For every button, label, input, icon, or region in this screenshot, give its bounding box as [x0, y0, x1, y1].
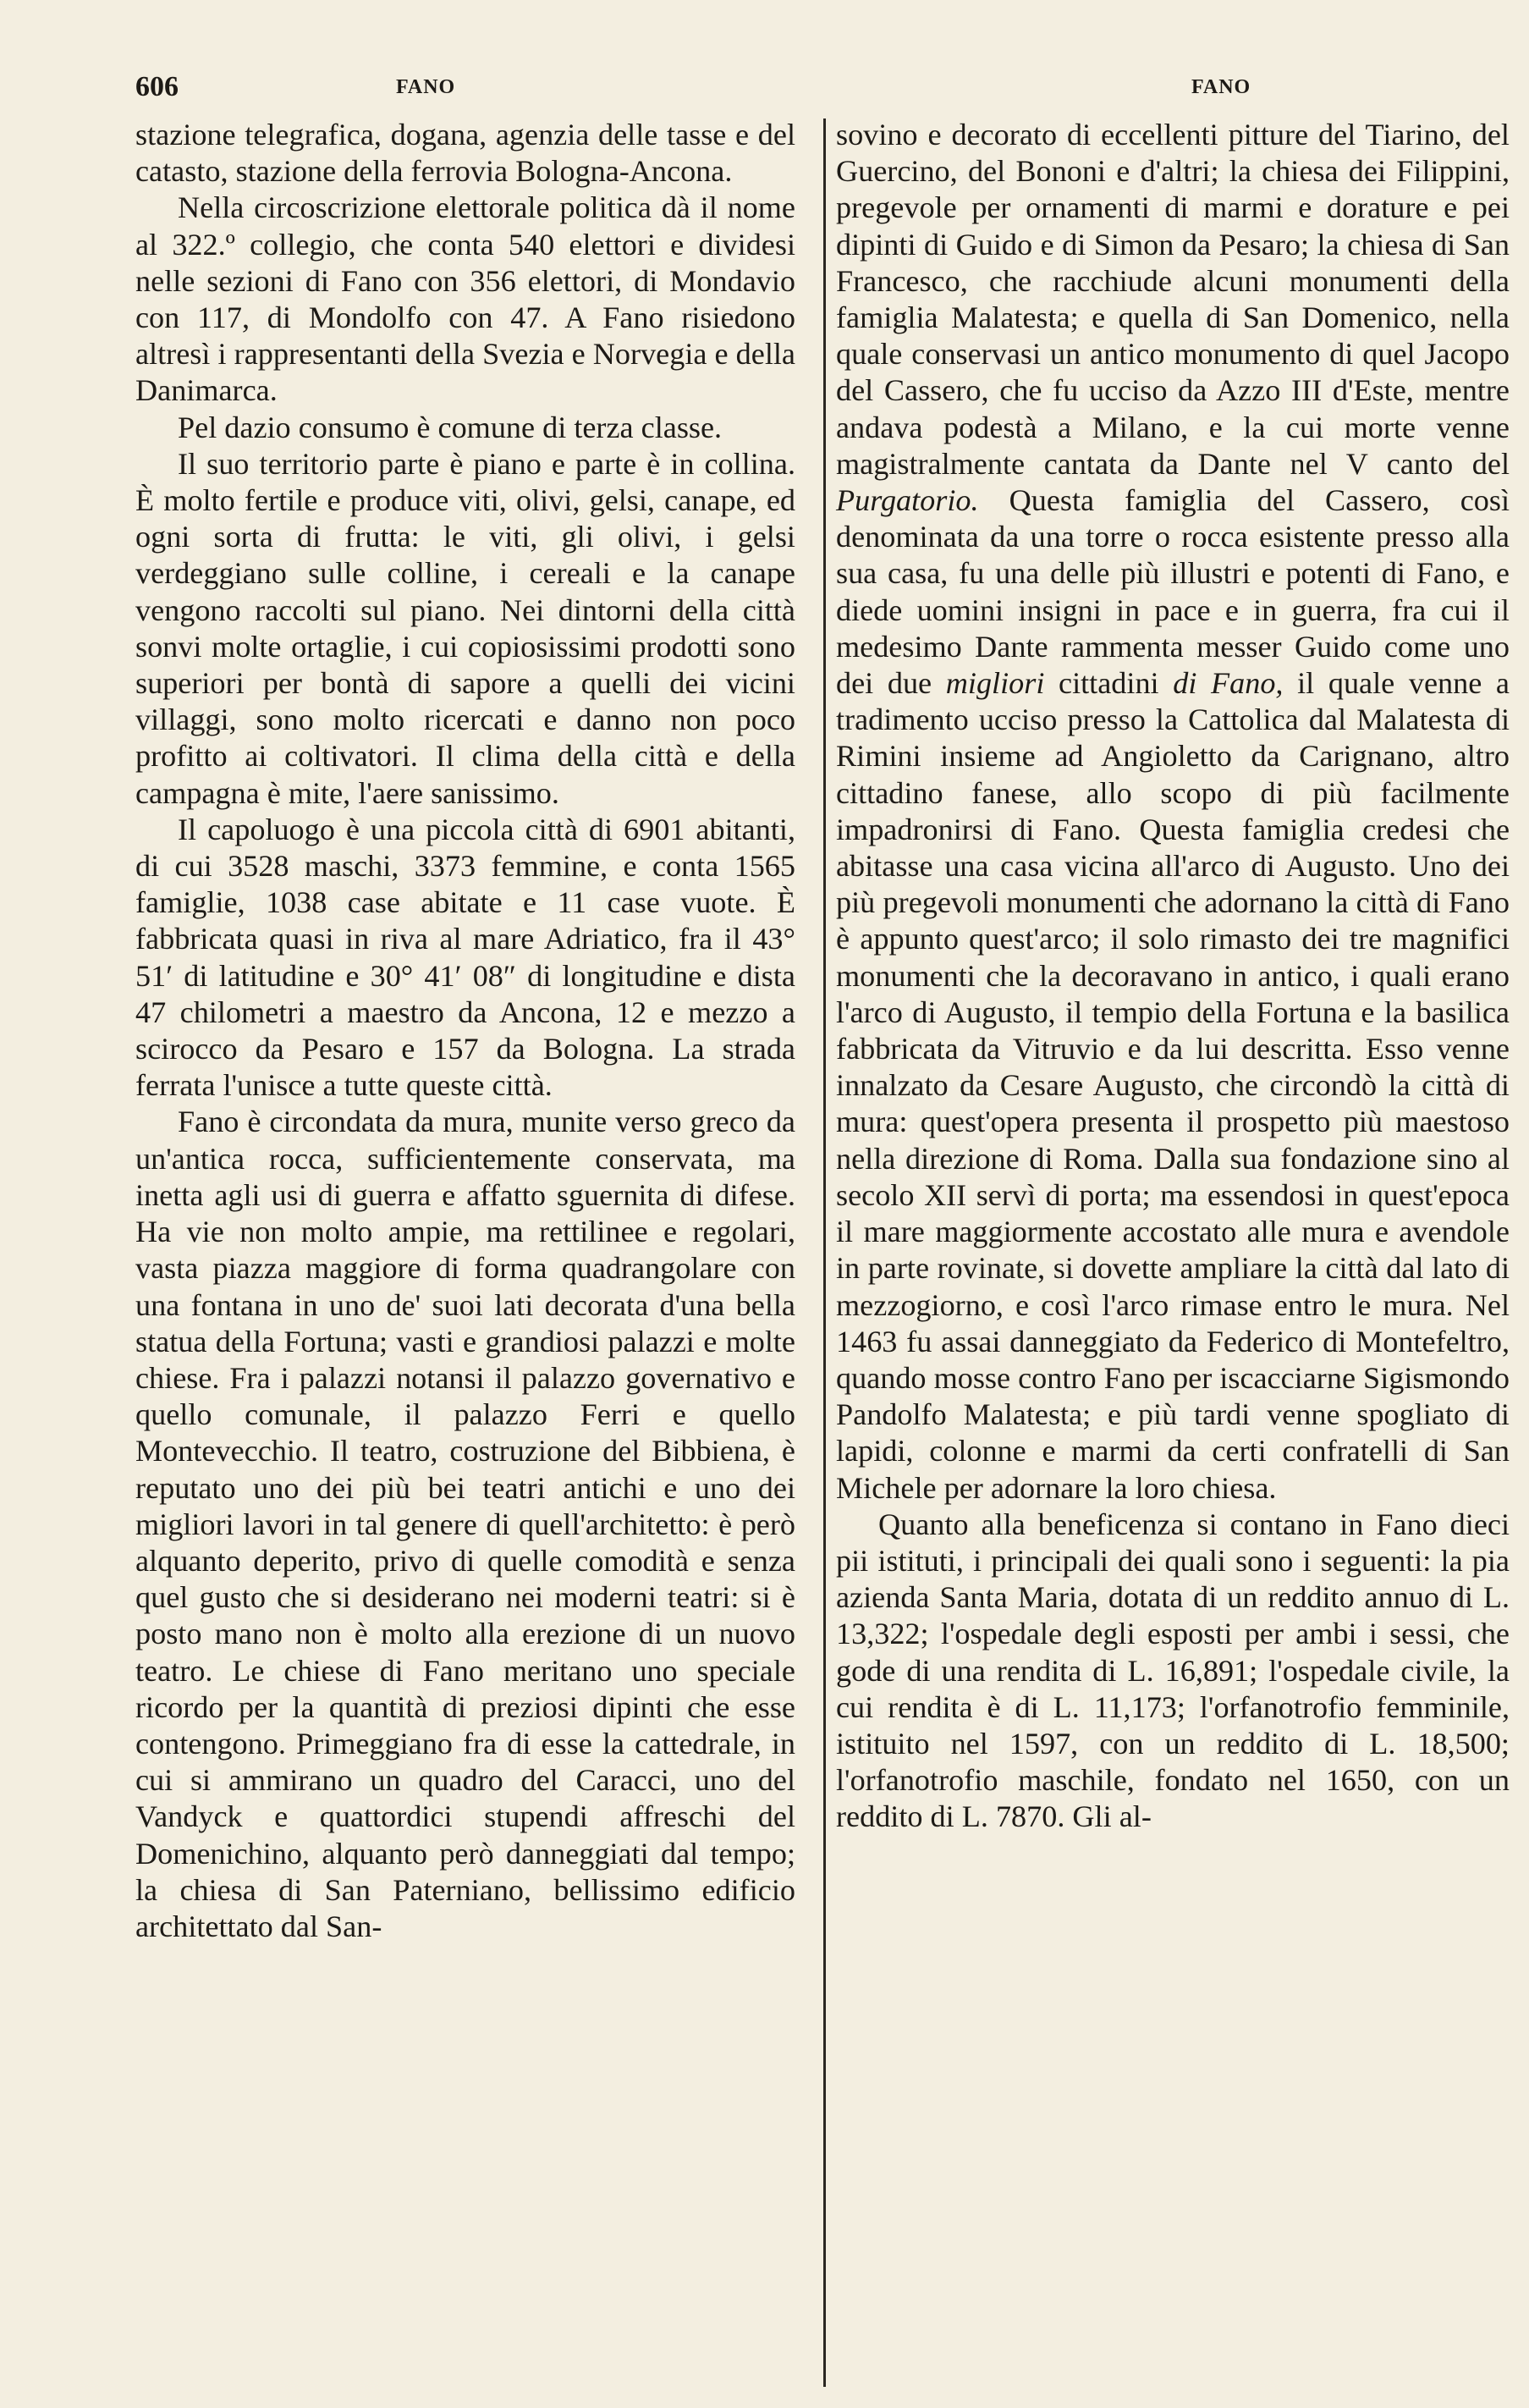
text-run: sovino e decorato di eccellenti pitture del Tiarino, del Guercino, del Bononi e d'altri; la chiesa dei Filippini, pregevole per ornamenti di marmi e dorature e pei dipinti di Guido e di Simon da Pesaro; la chiesa di San Francesco, che racchiude alcuni monumenti della famiglia Malatesta; e quella di San Domenico, nella quale conservasi un antico monumento di quel Jacopo del Cassero, che fu ucciso da Azzo III d'Este, mentre andava podestà a Milano, e la cui morte venne magistralmente cantata da Dante nel V canto del — [836, 118, 1510, 481]
column-divider — [823, 118, 826, 2387]
paragraph: Nella circoscrizione elettorale politica dà il nome al 322.º collegio, che conta 540 elettori e dividesi nelle sezioni di Fano con 356 elettori, di Mondavio con 117, di Mondolfo con 47. A Fano risiedono altresì i rappresentanti della Svezia e Norvegia e della Danimarca. — [135, 190, 795, 408]
page-header — [135, 71, 1523, 113]
paragraph: Il capoluogo è una piccola città di 6901 abitanti, di cui 3528 maschi, 3373 femmine, e conta 1565 famiglie, 1038 case abitate e 11 case vuote. È fabbricata quasi in riva al mare Adriatico, fra il 43° 51′ di latitudine e 30° 41′ 08″ di longitudine e dista 47 chilometri a maestro da Ancona, 12 e mezzo a scirocco da Pesaro e 157 da Bologna. La strada ferrata l'unisce a tutte queste città. — [135, 812, 795, 1103]
italic-title: Purgatorio. — [836, 483, 979, 518]
paragraph — [836, 117, 1510, 1507]
paragraph: Quanto alla beneficenza si contano in Fano dieci pii istituti, i principali dei quali sono i seguenti: la pia azienda Santa Maria, dotata di un reddito annuo di L. 13,322; l'ospedale degli esposti per ambi i sessi, che gode di una rendita di L. 16,891; l'ospedale civile, la cui rendita è di L. 11,173; l'orfanotrofio femminile, istituito nel 1597, con un reddito di L. 18,500; l'orfanotrofio maschile, fondato nel 1650, con un reddito di L. 7870. Gli al- — [836, 1507, 1510, 1834]
running-head-left: FANO — [396, 76, 456, 98]
italic-text: migliori — [945, 666, 1045, 701]
paragraph: stazione telegrafica, dogana, agenzia delle tasse e del catasto, stazione della ferrovia Bologna-Ancona. — [135, 118, 795, 189]
italic-text: di Fano, — [1173, 666, 1284, 701]
running-head-right: FANO — [1191, 76, 1251, 98]
paragraph: Pel dazio consumo è comune di terza classe. — [178, 410, 723, 444]
page-number: 606 — [135, 71, 179, 102]
text-run: il quale venne a tradimento ucciso presso la Cattolica dal Malatesta di Rimini insieme ad Angioletto da Carignano, altro cittadino fanese, allo scopo di più facilmente impadronirsi di Fano. Questa famiglia credesi che abitasse una casa vicina all'arco di Augusto. Uno dei più pregevoli monumenti che adornano la città di Fano è appunto quest'arco; il solo rimasto dei tre magnifici monumenti che la decoravano in antico, i quali erano l'arco di Augusto, il tempio della Fortuna e la basilica fabbricata da Vitruvio e da lui descritta. Esso venne innalzato da Cesare Augusto, che circondò la città di mura: quest'opera presenta il prospetto più maestoso nella direzione di Roma. Dalla sua fondazione sino al secolo XII servì di porta; ma essendosi in quest'epoca il mare maggiormente accostato alle mura e avendole in parte rovinate, si dovette ampliare la città dal lato di mezzogiorno, e così l'arco rimase entro le mura. Nel 1463 fu assai danneggiato da Federico di Montefeltro, quando mosse contro Fano per iscacciarne Sigismondo Pandolfo Malatesta; e più tardi venne spogliato di lapidi, colonne e marmi da certi confratelli di San Michele per adornare la loro chiesa. — [836, 666, 1510, 1505]
left-column — [135, 117, 795, 1945]
paragraph: Il suo territorio parte è piano e parte è in collina. È molto fertile e produce viti, olivi, gelsi, canape, ed ogni sorta di frutta: le viti, gli olivi, i gelsi verdeggiano sulle colline, i cereali e la canape vengono raccolti sul piano. Nei dintorni della città sonvi molte ortaglie, i cui copiosissimi prodotti sono superiori per bontà di sapore a quelli dei vicini villaggi, sono molto ricercati e danno non poco profitto ai coltivatori. Il clima della città e della campagna è mite, l'aere sanissimo. — [135, 446, 795, 810]
text-run: Questa famiglia del Cassero, così denominata da una torre o rocca esistente presso alla sua casa, fu una delle più illustri e potenti di Fano, e diede uomini insigni in pace e in guerra, fra cui il medesimo Dante rammenta messer Guido come uno dei due — [836, 483, 1510, 701]
right-column — [836, 117, 1510, 1836]
text-run: cittadini — [1059, 666, 1159, 701]
paragraph: Fano è circondata da mura, munite verso greco da un'antica rocca, sufficientemente conservata, ma inetta agli usi di guerra e affatto sguernita di difese. Ha vie non molto ampie, ma rettilinee e regolari, vasta piazza maggiore di forma quadrangolare con una fontana in uno de' suoi lati decorata d'una bella statua della Fortuna; vasti e grandiosi palazzi e molte chiese. Fra i palazzi notansi il palazzo governativo e quello comunale, il palazzo Ferri e quello Montevecchio. Il teatro, costruzione del Bibbiena, è reputato uno dei più bei teatri antichi e uno dei migliori lavori in tal genere di quell'architetto: è però alquanto deperito, privo di quelle comodità e senza quel gusto che si desiderano nei moderni teatri: si è posto mano non è molto alla erezione di un nuovo teatro. Le chiese di Fano meritano uno speciale ricordo per la quantità di preziosi dipinti che esse contengono. Primeggiano fra di esse la cattedrale, in cui si ammirano un quadro del Caracci, uno del Vandyck e quattordici stupendi affreschi del Domenichino, alquanto però danneggiati dal tempo; la chiesa di San Paterniano, bellissimo edificio architettato dal San- — [135, 1105, 795, 1943]
